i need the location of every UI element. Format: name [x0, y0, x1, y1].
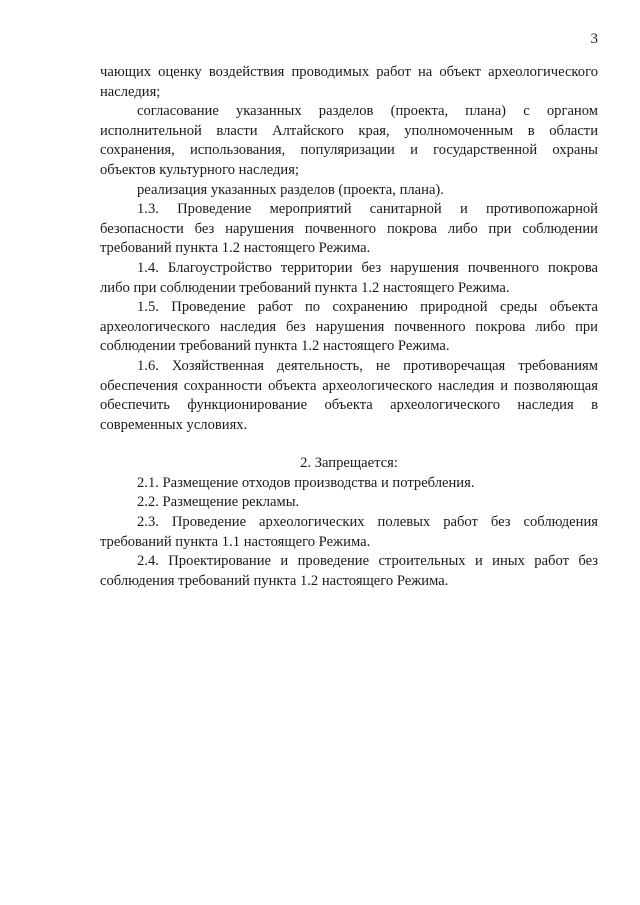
page-number: 3: [590, 31, 598, 47]
paragraph-continuation: чающих оценку воздействия проводимых работ на объект археологического наследия;: [100, 64, 598, 100]
clause-1-4: 1.4. Благоустройство территории без нарушения почвенного покрова либо при соблюдении требований пункта 1.2 настоящего Режима.: [100, 259, 598, 296]
clause-2-1: 2.1. Размещение отходов производства и потребления.: [137, 474, 475, 491]
document-body: [100, 63, 598, 591]
clause-1-5: 1.5. Проведение работ по сохранению природной среды объекта археологического наследия без нарушения почвенного покрова либо при соблюдении требований пункта 1.2 настоящего Режима.: [100, 299, 598, 355]
clause-2-4: 2.4. Проектирование и проведение строительных и иных работ без соблюдения требований пункта 1.2 настоящего Режима.: [100, 553, 598, 589]
clause-1-3: 1.3. Проведение мероприятий санитарной и противопожарной безопасности без нарушения почвенного покрова либо при соблюдении требований пункта 1.2 настоящего Режима.: [100, 201, 598, 257]
paragraph-coordination: согласование указанных разделов (проекта, плана) с органом исполнительной власти Алтайского края, уполномоченным в области сохранения, использования, популяризации и государственной охраны объектов культурного наследия;: [100, 103, 598, 178]
section-2-heading: 2. Запрещается:: [300, 455, 398, 472]
clause-2-3: 2.3. Проведение археологических полевых работ без соблюдения требований пункта 1.1 настоящего Режима.: [100, 514, 598, 550]
clause-2-2: 2.2. Размещение рекламы.: [137, 494, 300, 511]
clause-1-6: 1.6. Хозяйственная деятельность, не противоречащая требованиям обеспечения сохранности объекта археологического наследия и позволяющая обеспечить функционирование объекта археологического наследия в современных условиях.: [100, 357, 598, 433]
paragraph-implementation: реализация указанных разделов (проекта, плана).: [137, 181, 444, 198]
